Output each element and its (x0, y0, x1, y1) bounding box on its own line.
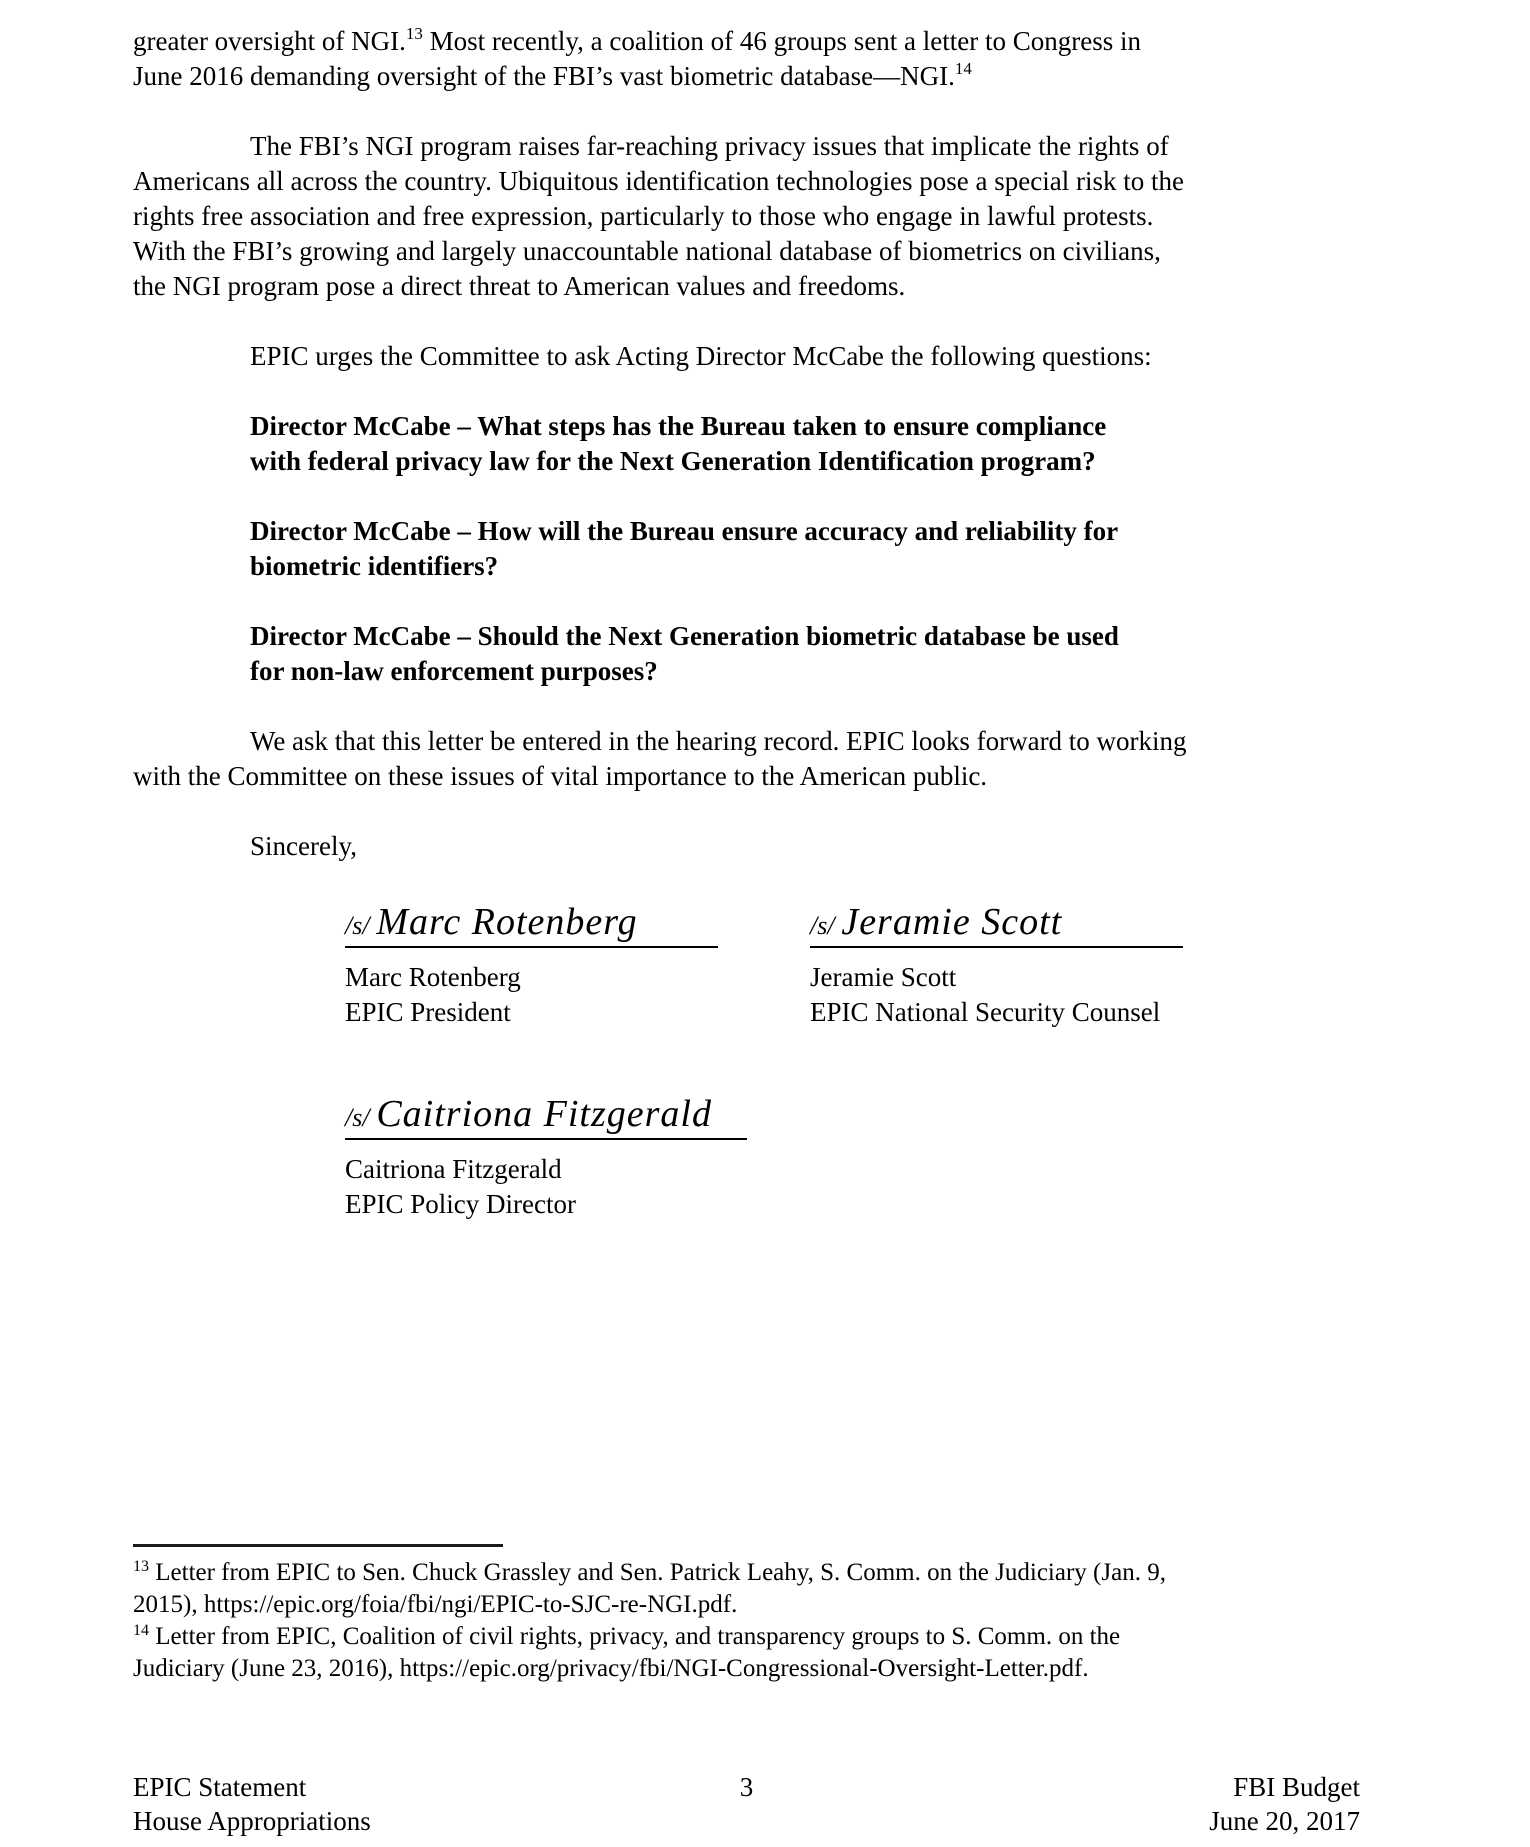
body-line: The FBI’s NGI program raises far-reaching privacy issues that implicate the rights of (250, 131, 1169, 161)
s-slash-mark: /s/ (345, 911, 370, 940)
body-line: the NGI program pose a direct threat to American values and freedoms. (133, 271, 906, 301)
signer-name: Jeramie Scott (810, 962, 957, 992)
signature-script-name: Marc Rotenberg (376, 901, 638, 943)
footer-statement: EPIC Statement (133, 1772, 307, 1802)
footnote-13 (133, 1557, 1360, 1589)
signer-title: EPIC Policy Director (345, 1189, 576, 1219)
footnote-number: 14 (133, 1622, 149, 1639)
question-line: for non-law enforcement purposes? (250, 656, 658, 686)
signer-title: EPIC President (345, 997, 511, 1027)
body-line (133, 59, 1360, 94)
page-number: 3 (739, 1772, 754, 1802)
question-accuracy (250, 514, 1360, 584)
footnote-url: Judiciary (June 23, 2016), https://epic.org/privacy/fbi/NGI-Congressional-Oversight-Letter.pdf. (133, 1655, 1089, 1682)
body-line: With the FBI’s growing and largely unaccountable national database of biometrics on civilians, (133, 236, 1161, 266)
body-line: with the Committee on these issues of vital importance to the American public. (133, 761, 988, 791)
footnote-ref-14: 14 (954, 59, 972, 78)
s-slash-mark: /s/ (345, 1103, 370, 1132)
question-line: with federal privacy law for the Next Generation Identification program? (250, 446, 1096, 476)
signature-block-jeramie-scott (810, 900, 1290, 1030)
question-line: Director McCabe – How will the Bureau ensure accuracy and reliability for (250, 516, 1119, 546)
body-text: Sincerely, (250, 831, 357, 861)
body-line: EPIC urges the Committee to ask Acting Director McCabe the following questions: (250, 341, 1152, 371)
footnote-text: Letter from EPIC, Coalition of civil rights, privacy, and transparency groups to S. Comm. on the (149, 1623, 1121, 1650)
paragraph-privacy-issues (133, 129, 1360, 304)
signature-block-marc-rotenberg (345, 900, 810, 1030)
body-line: rights free association and free expression, particularly to those who engage in lawful protests. (133, 201, 1154, 231)
footer-right-block (1209, 1770, 1360, 1838)
signature-script-name: Jeramie Scott (841, 901, 1063, 943)
footer-topic: FBI Budget (1233, 1772, 1360, 1802)
body-line: We ask that this letter be entered in the hearing record. EPIC looks forward to working (250, 726, 1187, 756)
question-line: Director McCabe – Should the Next Generation biometric database be used (250, 621, 1119, 651)
footnote-text: Letter from EPIC to Sen. Chuck Grassley and Sen. Patrick Leahy, S. Comm. on the Judiciary (Jan. 9, (149, 1559, 1166, 1586)
signature-row (133, 900, 1360, 1030)
question-non-law-enforcement (250, 619, 1360, 689)
signature-marc-rotenberg (345, 900, 718, 948)
question-line: Director McCabe – What steps has the Bureau taken to ensure compliance (250, 411, 1107, 441)
footnote-ref-13: 13 (405, 24, 423, 43)
paragraph-closing (133, 724, 1360, 794)
body-text: June 2016 demanding oversight of the FBI’s vast biometric database—NGI. (133, 61, 955, 91)
signature-caitriona-fitzgerald (345, 1092, 747, 1140)
signer-name: Caitriona Fitzgerald (345, 1154, 562, 1184)
footnote-14 (133, 1621, 1360, 1653)
signature-script-name: Caitriona Fitzgerald (376, 1093, 712, 1135)
body-text: Most recently, a coalition of 46 groups sent a letter to Congress in (422, 26, 1142, 56)
footnote-url: 2015), https://epic.org/foia/fbi/ngi/EPIC-to-SJC-re-NGI.pdf. (133, 1591, 738, 1618)
footnotes-section (133, 1544, 1360, 1685)
body-line (133, 24, 1360, 59)
body-line: Americans all across the country. Ubiquitous identification technologies pose a special risk to the (133, 166, 1184, 196)
s-slash-mark: /s/ (810, 911, 835, 940)
paragraph-epic-urges (133, 339, 1360, 374)
footnote-14-continued (133, 1653, 1360, 1685)
sincerely-line (133, 829, 1360, 864)
footer-date: June 20, 2017 (1209, 1806, 1360, 1836)
footer-committee: House Appropriations (133, 1806, 371, 1836)
question-compliance (250, 409, 1360, 479)
signer-title: EPIC National Security Counsel (810, 997, 1161, 1027)
footnote-number: 13 (133, 1558, 149, 1575)
paragraph-ngi-oversight (133, 24, 1360, 94)
footnote-separator-rule (133, 1544, 503, 1547)
footnote-13-continued (133, 1589, 1360, 1621)
signature-jeramie-scott (810, 900, 1183, 948)
question-line: biometric identifiers? (250, 551, 499, 581)
body-text: greater oversight of NGI. (133, 26, 406, 56)
signature-block-caitriona-fitzgerald (345, 1092, 1360, 1222)
signer-name: Marc Rotenberg (345, 962, 521, 992)
